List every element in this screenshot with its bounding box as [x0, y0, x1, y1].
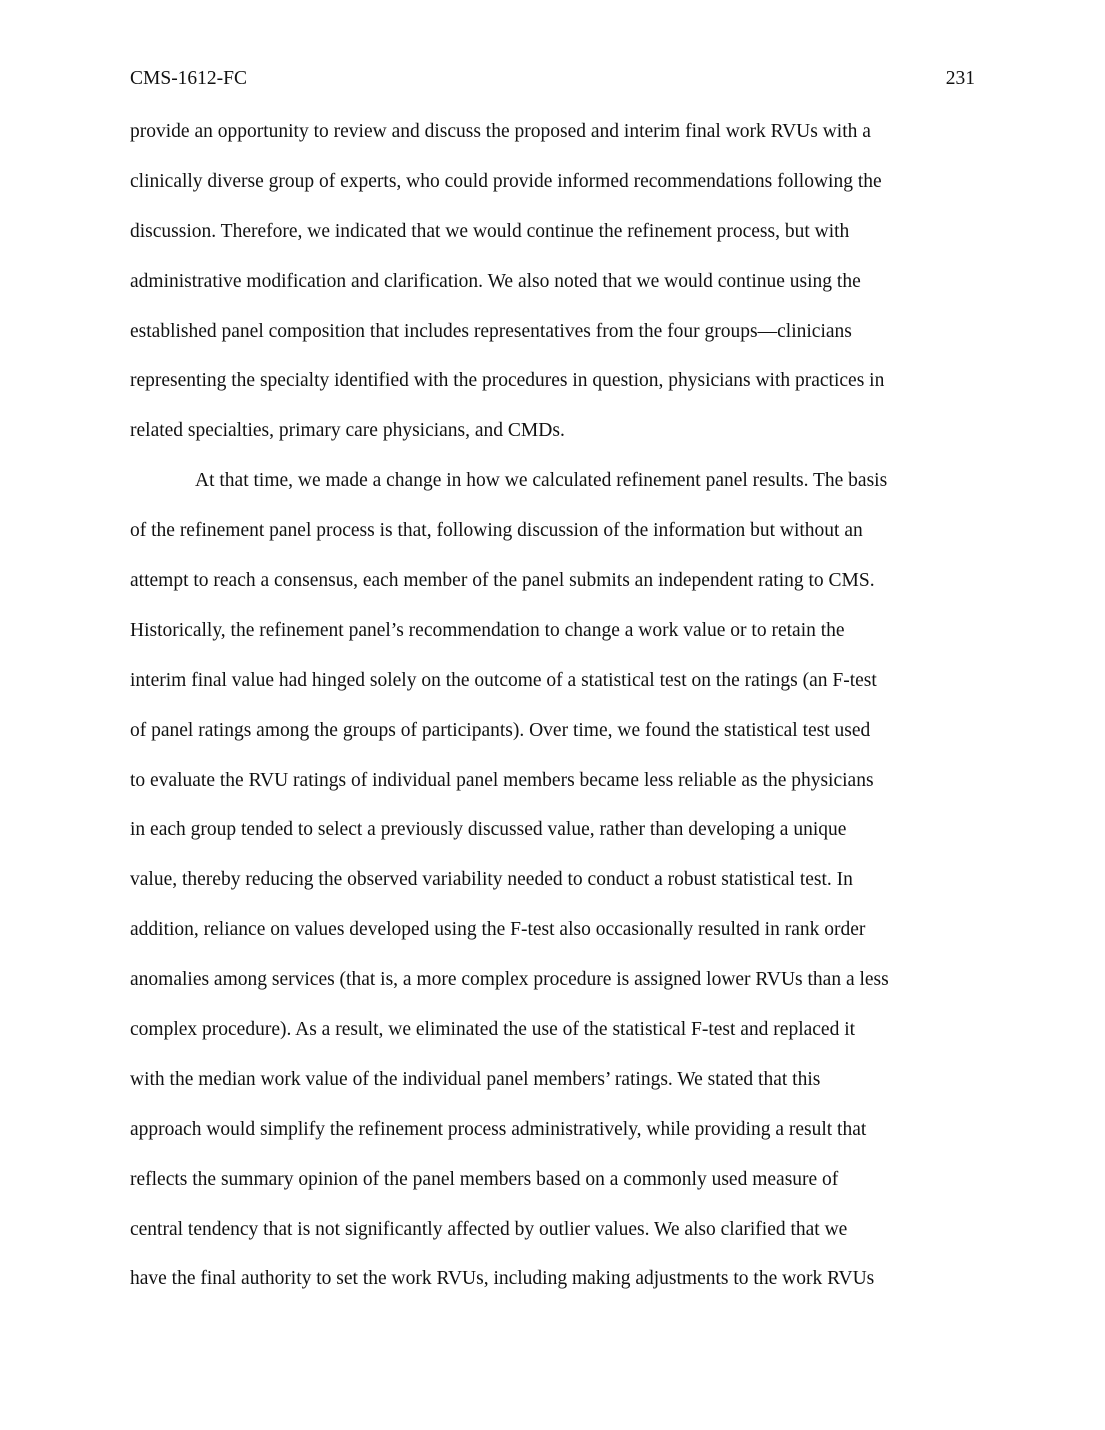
text-line: Historically, the refinement panel’s recommendation to change a work value or to retain the — [130, 619, 845, 641]
text-line: central tendency that is not significantly affected by outlier values. We also clarified that we — [130, 1218, 848, 1240]
text-line: attempt to reach a consensus, each member of the panel submits an independent rating to CMS. — [130, 570, 875, 592]
text-line: complex procedure). As a result, we eliminated the use of the statistical F-test and replaced it — [130, 1019, 856, 1041]
text-line: to evaluate the RVU ratings of individual panel members became less reliable as the physicians — [130, 769, 874, 791]
text-line: with the median work value of the individual panel members’ ratings. We stated that this — [130, 1068, 821, 1090]
text-line: of the refinement panel process is that, following discussion of the information but without an — [130, 520, 863, 542]
text-line: anomalies among services (that is, a more complex procedure is assigned lower RVUs than a less — [130, 969, 889, 991]
text-line: value, thereby reducing the observed variability needed to conduct a robust statistical test. In — [130, 869, 853, 891]
text-line: clinically diverse group of experts, who could provide informed recommendations following the — [130, 170, 882, 192]
text-line: discussion. Therefore, we indicated that we would continue the refinement process, but with — [130, 220, 850, 242]
text-line: interim final value had hinged solely on the outcome of a statistical test on the ratings (an F-test — [130, 669, 877, 691]
text-line: provide an opportunity to review and discuss the proposed and interim final work RVUs with a — [130, 121, 871, 142]
paragraph-first-line: At that time, we made a change in how we calculated refinement panel results. The basis — [195, 470, 888, 492]
text-line: related specialties, primary care physicians, and CMDs. — [130, 420, 565, 442]
text-line: approach would simplify the refinement process administratively, while providing a result that — [130, 1118, 867, 1140]
text-line: representing the specialty identified with the procedures in question, physicians with practices in — [130, 370, 885, 392]
page-number: 231 — [945, 68, 975, 89]
text-line: administrative modification and clarification. We also noted that we would continue using the — [130, 270, 861, 292]
text-line: addition, reliance on values developed using the F-test also occasionally resulted in rank order — [130, 919, 866, 941]
text-line: of panel ratings among the groups of participants). Over time, we found the statistical test used — [130, 719, 871, 741]
text-line: in each group tended to select a previously discussed value, rather than developing a unique — [130, 819, 847, 841]
text-line: established panel composition that includes representatives from the four groups—clinicians — [130, 320, 852, 342]
page-header — [130, 66, 975, 92]
text-line: have the final authority to set the work RVUs, including making adjustments to the work RVUs — [130, 1268, 875, 1290]
body-text — [130, 117, 990, 1314]
document-id: CMS-1612-FC — [130, 68, 248, 89]
text-line: reflects the summary opinion of the panel members based on a commonly used measure of — [130, 1168, 839, 1190]
